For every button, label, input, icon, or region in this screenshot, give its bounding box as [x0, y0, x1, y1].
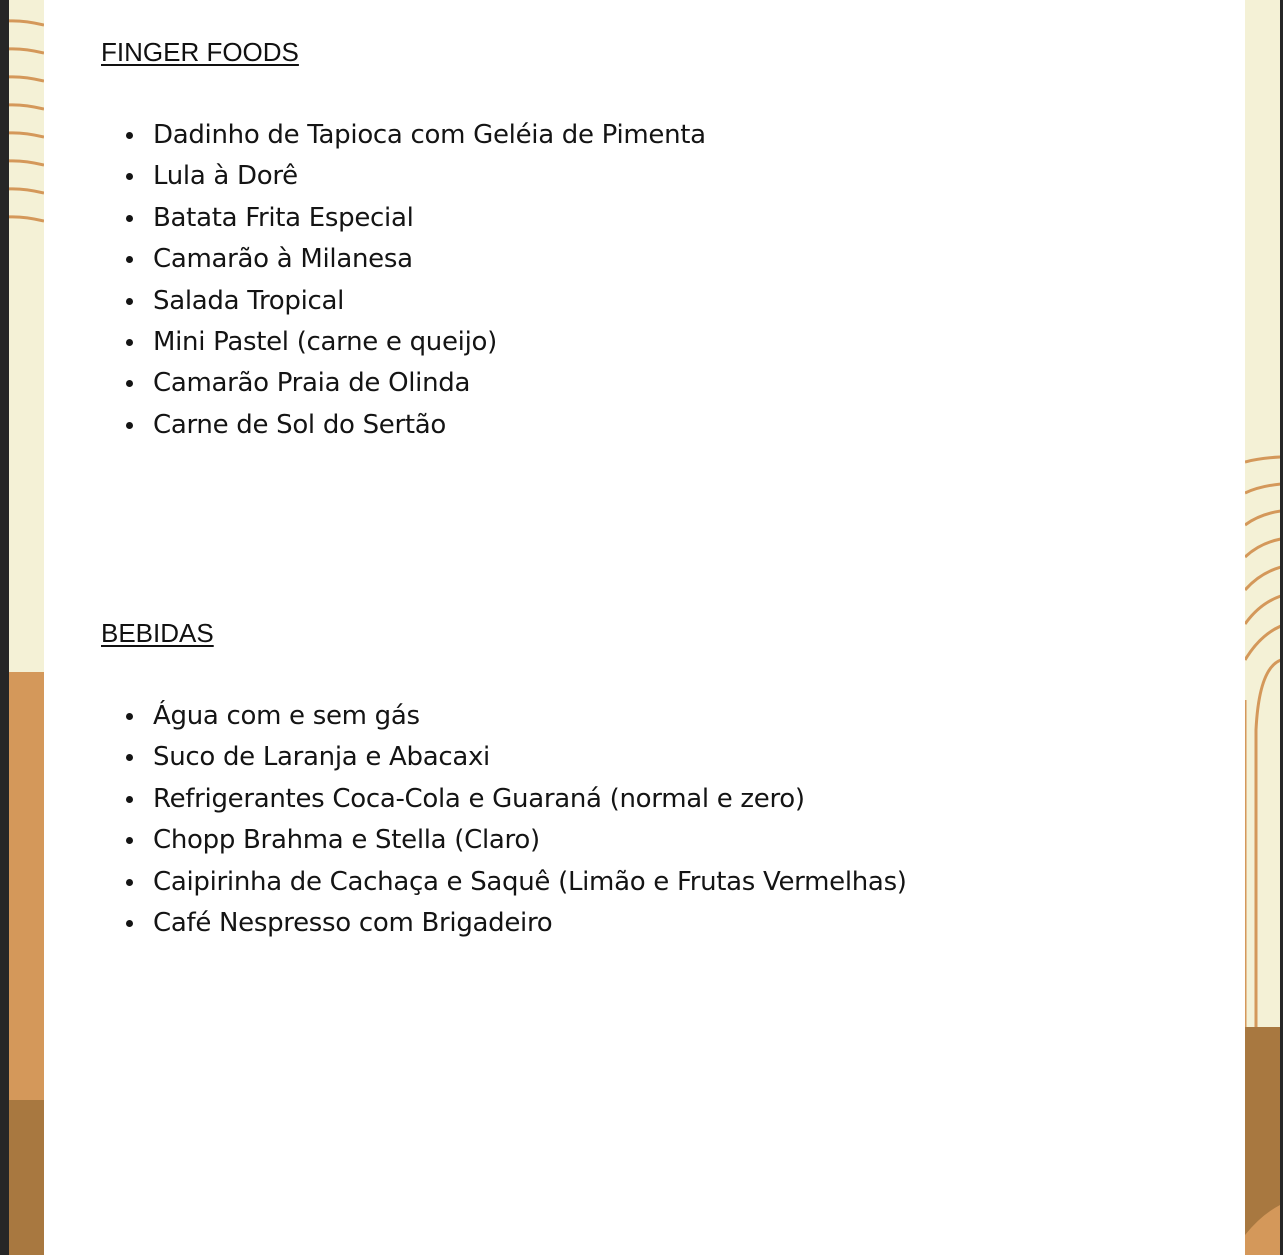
bullet-icon: [126, 173, 133, 180]
list-item-label: Mini Pastel (carne e queijo): [153, 326, 497, 357]
finger-foods-heading: FINGER FOODS: [101, 37, 299, 67]
finger-foods-list: [153, 115, 706, 446]
bullet-icon: [126, 879, 133, 886]
list-item-label: Lula à Dorê: [153, 161, 298, 192]
bullet-icon: [126, 754, 133, 761]
list-item-label: Camarão Praia de Olinda: [153, 368, 471, 399]
left-decorative-border: [9, 0, 44, 1255]
bullet-icon: [126, 215, 133, 222]
list-item: [153, 198, 706, 239]
list-item: [153, 405, 706, 446]
list-item: [153, 696, 907, 737]
document-sheet: [44, 0, 1245, 1255]
window-frame-left: [0, 0, 9, 1255]
list-item-label: Batata Frita Especial: [153, 202, 414, 233]
list-item-label: Água com e sem gás: [153, 701, 420, 731]
list-item: [153, 156, 706, 197]
list-item: [153, 363, 706, 404]
bebidas-heading: BEBIDAS: [101, 618, 214, 648]
bullet-icon: [126, 132, 133, 139]
bullet-icon: [126, 380, 133, 387]
bullet-icon: [126, 837, 133, 844]
list-item: [153, 903, 907, 944]
list-item-label: Salada Tropical: [153, 285, 345, 316]
list-item-label: Suco de Laranja e Abacaxi: [153, 742, 490, 773]
bullet-icon: [126, 256, 133, 263]
bullet-icon: [126, 422, 133, 429]
list-item-label: Camarão à Milanesa: [153, 244, 413, 275]
list-item: [153, 737, 907, 778]
right-arc-pattern-icon: [1245, 0, 1280, 1255]
list-item: [153, 322, 706, 363]
list-item-label: Café Nespresso com Brigadeiro: [153, 907, 553, 938]
bebidas-list: [153, 696, 907, 944]
bullet-icon: [126, 920, 133, 927]
bullet-icon: [126, 713, 133, 720]
list-item: [153, 115, 706, 156]
list-item-label: Carne de Sol do Sertão: [153, 409, 447, 440]
list-item-label: Caipirinha de Cachaça e Saquê (Limão e Frutas Vermelhas): [153, 866, 907, 897]
list-item: [153, 862, 907, 903]
right-decorative-border: [1245, 0, 1280, 1255]
left-arc-pattern-icon: [9, 0, 44, 1255]
bullet-icon: [126, 796, 133, 803]
list-item: [153, 281, 706, 322]
bullet-icon: [126, 339, 133, 346]
bullet-icon: [126, 298, 133, 305]
list-item-label: Dadinho de Tapioca com Geléia de Pimenta: [153, 120, 706, 150]
list-item: [153, 239, 706, 280]
list-item-label: Chopp Brahma e Stella (Claro): [153, 825, 540, 856]
list-item: [153, 820, 907, 861]
list-item: [153, 779, 907, 820]
list-item-label: Refrigerantes Coca-Cola e Guaraná (normal e zero): [153, 783, 805, 814]
